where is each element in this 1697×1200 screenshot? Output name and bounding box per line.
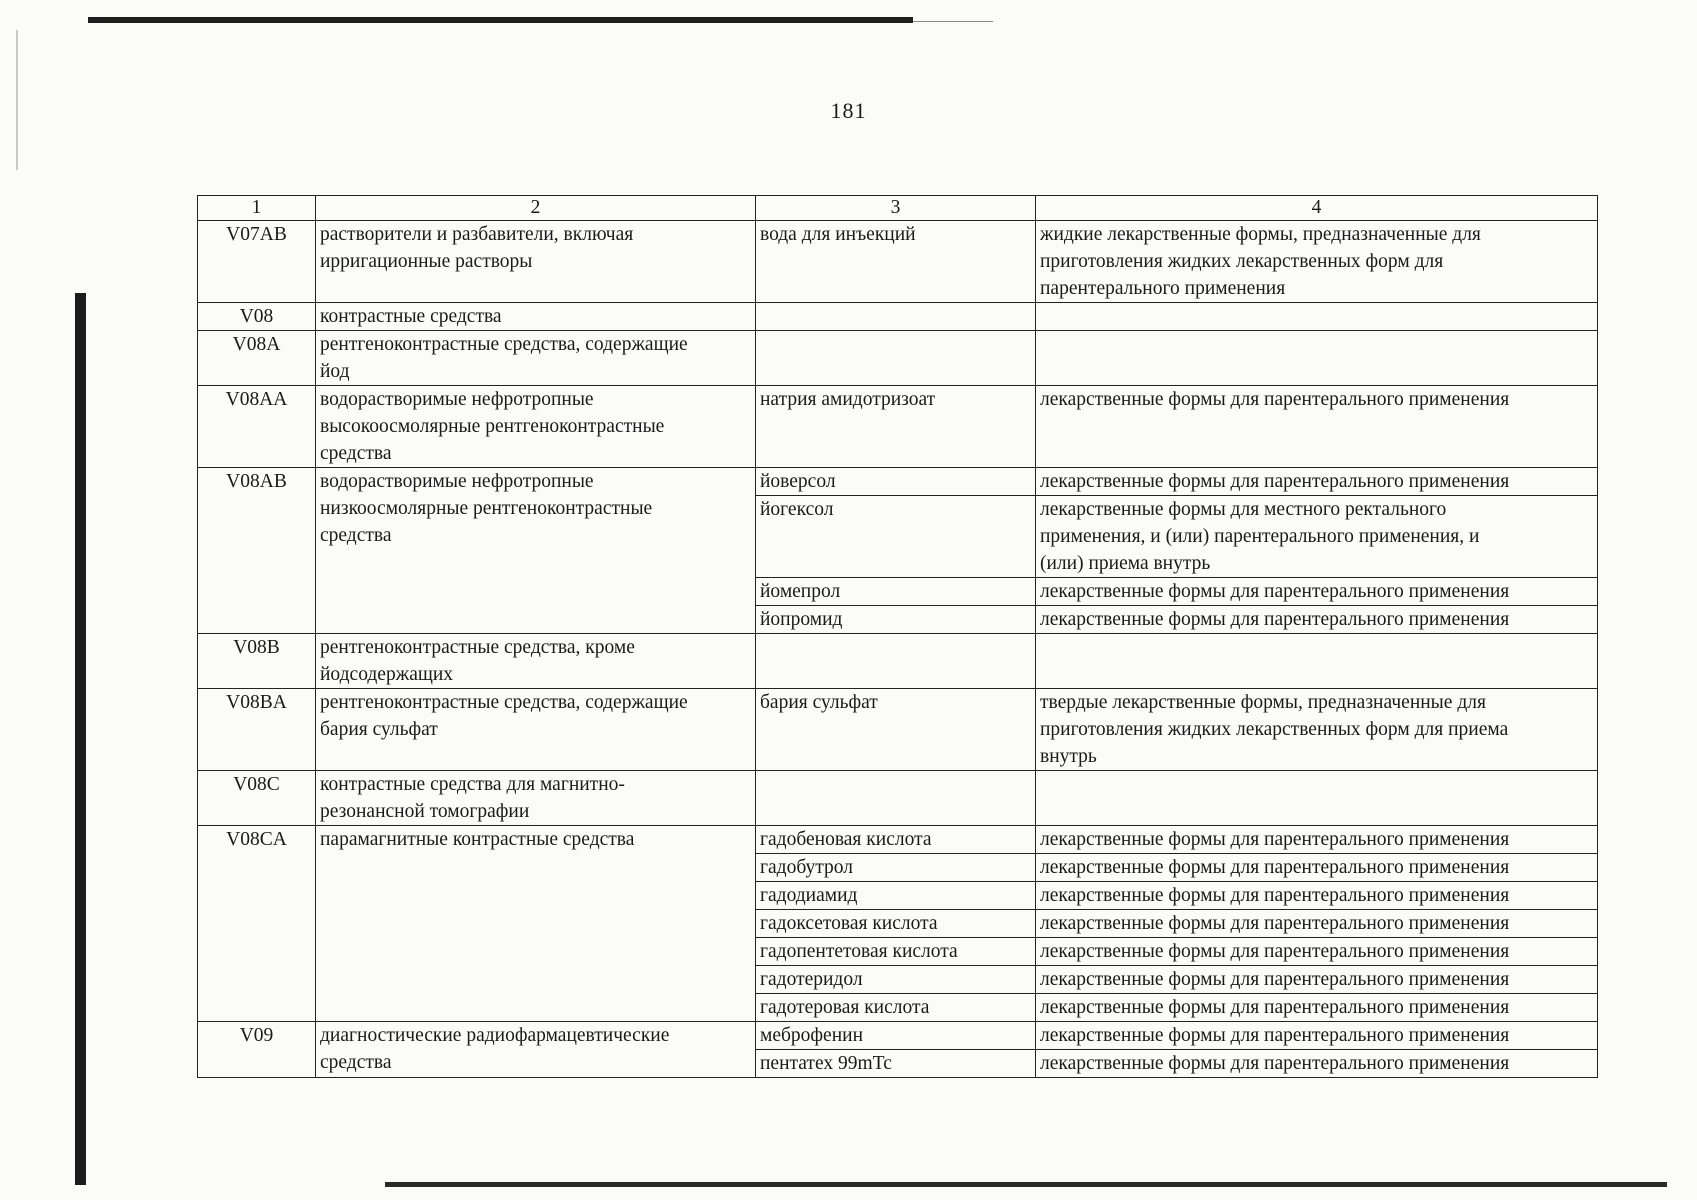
cell-line: растворители и разбавители, включая xyxy=(320,224,634,245)
cell-line: средства xyxy=(320,525,392,546)
atc-code-cell: V08 xyxy=(198,303,316,331)
drug-name-cell: бария сульфат xyxy=(756,689,1036,771)
group-name-cell xyxy=(316,331,756,386)
drug-name-cell: гадотеридол xyxy=(756,966,1036,994)
dosage-form-cell xyxy=(1036,1022,1598,1050)
header-cell-3: 3 xyxy=(756,196,1036,221)
cell-line: рентгеноконтрастные средства, содержащие xyxy=(320,692,688,713)
cell-line: йод xyxy=(320,361,350,382)
dosage-form-cell xyxy=(1036,386,1598,468)
drug-name-cell: гадобеновая кислота xyxy=(756,826,1036,854)
drug-name-cell: йогексол xyxy=(756,496,1036,578)
cell-line: лекарственные формы для местного ректального xyxy=(1040,499,1447,520)
cell-line: твердые лекарственные формы, предназначенные для xyxy=(1040,692,1486,713)
drug-name-cell xyxy=(756,331,1036,386)
drug-name-cell: пентатех 99mTc xyxy=(756,1050,1036,1078)
drug-name-cell: гадоксетовая кислота xyxy=(756,910,1036,938)
table-header-row xyxy=(198,196,1598,221)
cell-line: водорастворимые нефротропные xyxy=(320,471,594,492)
dosage-form-cell xyxy=(1036,882,1598,910)
drug-name-cell: натрия амидотризоат xyxy=(756,386,1036,468)
atc-code-cell: V08BA xyxy=(198,689,316,771)
cell-line: парамагнитные контрастные средства xyxy=(320,829,635,850)
atc-code-cell: V08CA xyxy=(198,826,316,1022)
atc-code-cell: V07AB xyxy=(198,221,316,303)
cell-line: низкоосмолярные рентгеноконтрастные xyxy=(320,498,653,519)
dosage-form-cell xyxy=(1036,910,1598,938)
cell-line: высокоосмолярные рентгеноконтрастные xyxy=(320,416,665,437)
dosage-form-cell xyxy=(1036,303,1598,331)
cell-line: лекарственные формы для парентерального применения xyxy=(1040,941,1510,962)
cell-line: резонансной томографии xyxy=(320,801,530,822)
dosage-form-cell xyxy=(1036,938,1598,966)
drug-name-cell: йоверсол xyxy=(756,468,1036,496)
cell-line: лекарственные формы для парентерального применения xyxy=(1040,609,1510,630)
cell-line: лекарственные формы для парентерального применения xyxy=(1040,1025,1510,1046)
group-name-cell xyxy=(316,634,756,689)
dosage-form-cell xyxy=(1036,578,1598,606)
table-row xyxy=(198,386,1598,468)
table-row xyxy=(198,303,1598,331)
group-name-cell xyxy=(316,303,756,331)
drug-name-cell: меброфенин xyxy=(756,1022,1036,1050)
cell-line: средства xyxy=(320,1052,392,1073)
drug-name-cell: гадотеровая кислота xyxy=(756,994,1036,1022)
table-row xyxy=(198,771,1598,826)
drug-name-cell: вода для инъекций xyxy=(756,221,1036,303)
dosage-form-cell xyxy=(1036,689,1598,771)
group-name-cell xyxy=(316,771,756,826)
table-row xyxy=(198,331,1598,386)
scan-border-top xyxy=(88,17,913,23)
scan-border-bottom xyxy=(385,1182,1667,1187)
drug-table xyxy=(197,195,1598,1078)
atc-code-cell: V08AA xyxy=(198,386,316,468)
dosage-form-cell xyxy=(1036,331,1598,386)
atc-code-cell: V08AB xyxy=(198,468,316,634)
cell-line: лекарственные формы для парентерального применения xyxy=(1040,581,1510,602)
dosage-form-cell xyxy=(1036,966,1598,994)
dosage-form-cell xyxy=(1036,221,1598,303)
cell-line: водорастворимые нефротропные xyxy=(320,389,594,410)
atc-code-cell: V08B xyxy=(198,634,316,689)
group-name-cell xyxy=(316,826,756,1022)
cell-line: бария сульфат xyxy=(320,719,438,740)
cell-line: применения, и (или) парентерального применения, и xyxy=(1040,526,1480,547)
atc-code-cell: V09 xyxy=(198,1022,316,1078)
table-row xyxy=(198,468,1598,496)
drug-name-cell xyxy=(756,634,1036,689)
drug-name-cell: гадобутрол xyxy=(756,854,1036,882)
cell-line: ирригационные растворы xyxy=(320,251,533,272)
cell-line: лекарственные формы для парентерального применения xyxy=(1040,1053,1510,1074)
cell-line: контрастные средства xyxy=(320,306,502,327)
cell-line: лекарственные формы для парентерального применения xyxy=(1040,857,1510,878)
cell-line: диагностические радиофармацевтические xyxy=(320,1025,670,1046)
drug-name-cell: гадодиамид xyxy=(756,882,1036,910)
cell-line: средства xyxy=(320,443,392,464)
scan-border-top-thin xyxy=(913,21,993,22)
group-name-cell xyxy=(316,1022,756,1078)
cell-line: лекарственные формы для парентерального применения xyxy=(1040,471,1510,492)
cell-line: лекарственные формы для парентерального применения xyxy=(1040,997,1510,1018)
table-row xyxy=(198,634,1598,689)
cell-line: рентгеноконтрастные средства, кроме xyxy=(320,637,635,658)
cell-line: рентгеноконтрастные средства, содержащие xyxy=(320,334,688,355)
cell-line: лекарственные формы для парентерального применения xyxy=(1040,829,1510,850)
cell-line: внутрь xyxy=(1040,746,1097,767)
group-name-cell xyxy=(316,689,756,771)
drug-name-cell: гадопентетовая кислота xyxy=(756,938,1036,966)
dosage-form-cell xyxy=(1036,771,1598,826)
cell-line: приготовления жидких лекарственных форм для приема xyxy=(1040,719,1509,740)
cell-line: контрастные средства для магнитно- xyxy=(320,774,625,795)
drug-name-cell xyxy=(756,303,1036,331)
cell-line: приготовления жидких лекарственных форм для xyxy=(1040,251,1444,272)
cell-line: йодсодержащих xyxy=(320,664,454,685)
dosage-form-cell xyxy=(1036,854,1598,882)
dosage-form-cell xyxy=(1036,468,1598,496)
dosage-form-cell xyxy=(1036,826,1598,854)
header-cell-2: 2 xyxy=(316,196,756,221)
scan-border-left xyxy=(75,293,86,1185)
cell-line: (или) приема внутрь xyxy=(1040,553,1211,574)
cell-line: жидкие лекарственные формы, предназначенные для xyxy=(1040,224,1481,245)
dosage-form-cell xyxy=(1036,1050,1598,1078)
drug-name-cell: йомепрол xyxy=(756,578,1036,606)
cell-line: парентерального применения xyxy=(1040,278,1286,299)
drug-name-cell: йопромид xyxy=(756,606,1036,634)
group-name-cell xyxy=(316,221,756,303)
cell-line: лекарственные формы для парентерального применения xyxy=(1040,969,1510,990)
table-row xyxy=(198,826,1598,854)
cell-line: лекарственные формы для парентерального применения xyxy=(1040,389,1510,410)
dosage-form-cell xyxy=(1036,606,1598,634)
atc-code-cell: V08C xyxy=(198,771,316,826)
group-name-cell xyxy=(316,468,756,634)
table-row xyxy=(198,689,1598,771)
atc-code-cell: V08A xyxy=(198,331,316,386)
cell-line: лекарственные формы для парентерального применения xyxy=(1040,913,1510,934)
dosage-form-cell xyxy=(1036,994,1598,1022)
cell-line: лекарственные формы для парентерального применения xyxy=(1040,885,1510,906)
header-cell-4: 4 xyxy=(1036,196,1598,221)
table-body xyxy=(198,196,1598,1078)
table-row xyxy=(198,221,1598,303)
drug-name-cell xyxy=(756,771,1036,826)
header-cell-1: 1 xyxy=(198,196,316,221)
page-number: 181 xyxy=(830,98,867,123)
dosage-form-cell xyxy=(1036,634,1598,689)
group-name-cell xyxy=(316,386,756,468)
table-row xyxy=(198,1022,1598,1050)
dosage-form-cell xyxy=(1036,496,1598,578)
